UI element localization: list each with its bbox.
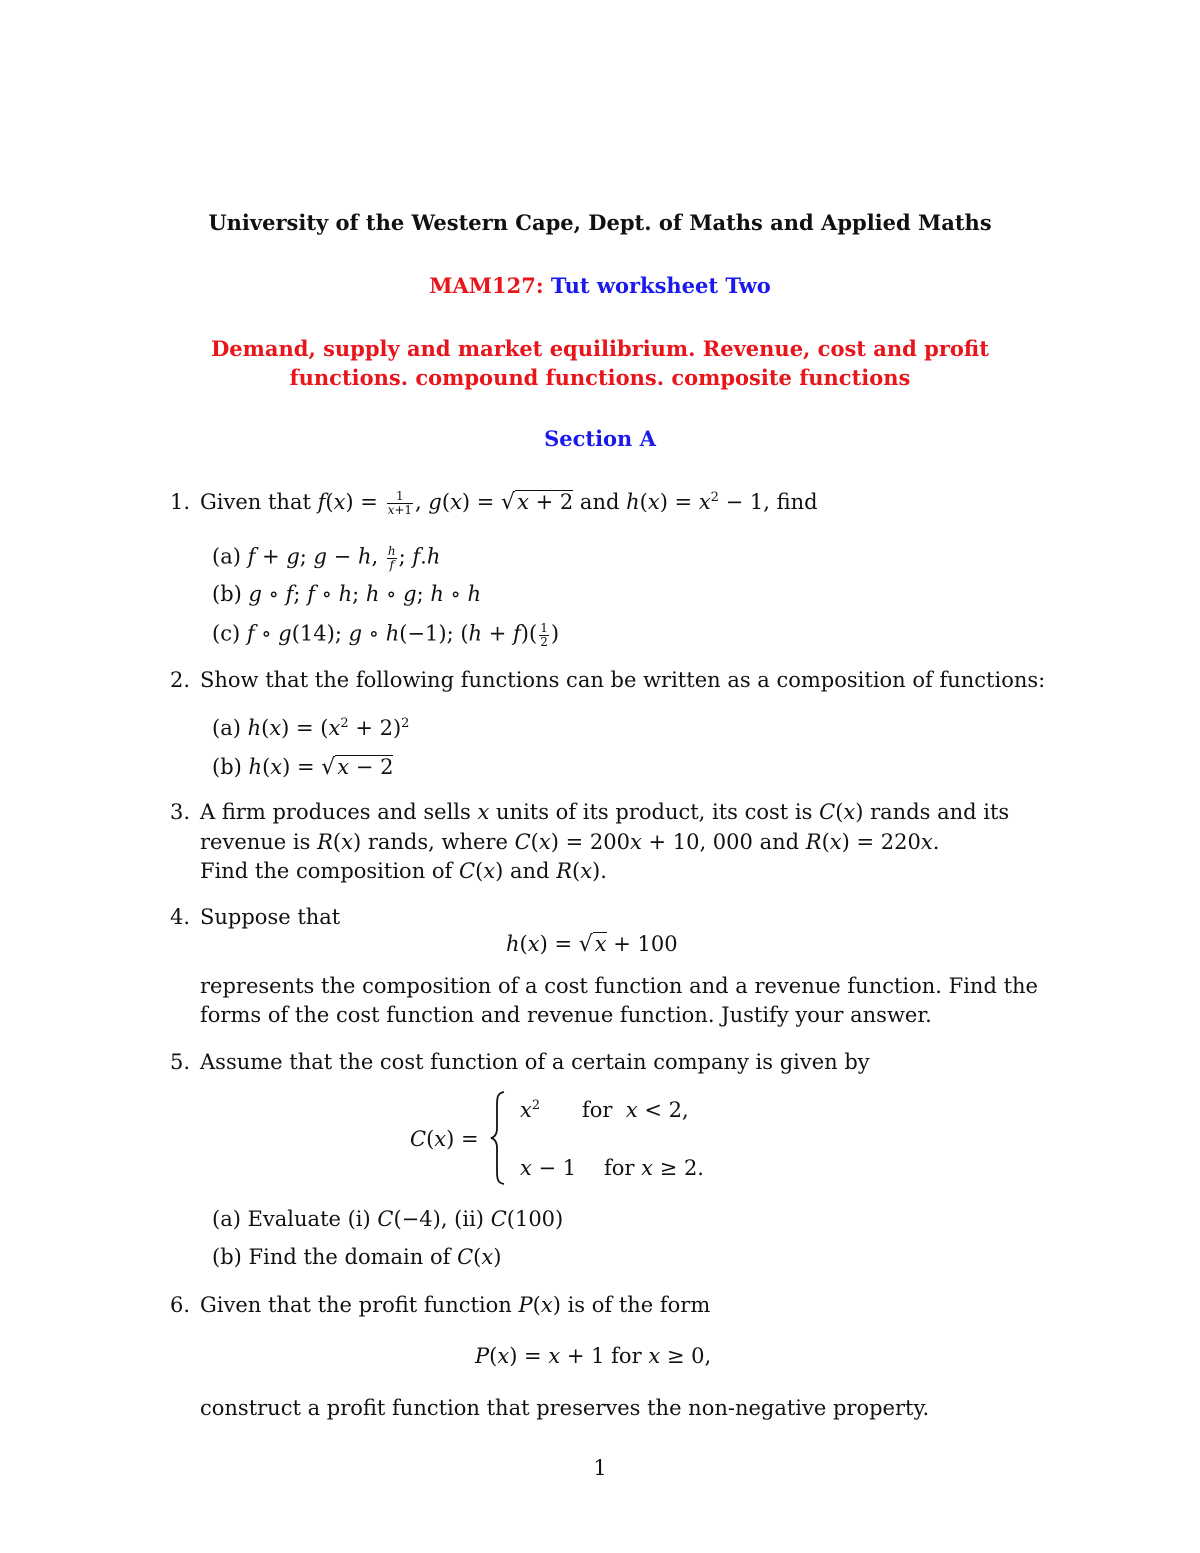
q3-l3b: and [510,859,550,883]
q5-b-label: (b) [212,1245,242,1269]
q1-part-c: (c) f ∘ g(14); g ∘ h(−1); (h + f)( $\frac{1}{2}$ ) [212,621,560,649]
section-heading: Section A [544,426,656,451]
topic-line-1: Demand, supply and market equilibrium. Revenue, cost and profit [211,336,989,361]
q1-part-b: (b) g ∘ f; f ∘ h; h ∘ g; h ∘ h [212,582,482,606]
q5-a-label: (a) [212,1207,241,1231]
q4-line-1: represents the composition of a cost function and a revenue function. Find the [200,974,1038,998]
q5-case-2: x − 1 for x ≥ 2. [520,1156,704,1180]
course-code: MAM127: [429,273,544,298]
q3-l3a: Find the composition of [200,859,453,883]
q1-part-a: (a) f + g; g − h, $\frac{h}{f}$ ; f.h [212,544,441,572]
q5-part-a: (a) Evaluate (i) C(−4), (ii) C(100) [212,1207,564,1231]
q5-case-1: $x^2$ for x < 2, [520,1098,689,1122]
q5-a-text: Evaluate (i) [247,1207,371,1231]
q2-part-a: (a) $h(x) = (x^2 + 2)^2$ [212,716,410,740]
q5-case1-for: for [582,1098,613,1122]
q1-and: and [579,490,620,514]
q1-number: 1. [170,490,191,514]
left-brace-icon [488,1090,508,1186]
q5-lhs: C(x) = [410,1127,479,1151]
q6-line-end: construct a profit function that preserves the non-negative property. [200,1396,930,1420]
q1-given: Given that [200,490,311,514]
q4-equation: h(x) = √x + 100 [506,932,678,957]
q6-intro-a: Given that the profit function [200,1293,512,1317]
q3-line-2: revenue is R(x) rands, where C(x) = 200x + 10, 000 and R(x) = 220x. [200,830,940,854]
q3-number: 3. [170,800,191,824]
q6-intro-b: is of the form [567,1293,711,1317]
q1-a-label: (a) [212,544,241,569]
q3-l2a: revenue is [200,830,311,854]
q3-l1b: units of its product, its cost is [496,800,813,824]
q3-l2c: and [759,830,800,854]
q4-intro: Suppose that [200,905,341,929]
q5-number: 5. [170,1050,191,1074]
q6-eq-for: for [611,1344,642,1368]
q5-intro: Assume that the cost function of a certain company is given by [200,1050,870,1074]
q5-part-b: (b) Find the domain of C(x) [212,1245,502,1269]
page-number: 1 [593,1456,607,1480]
q4-number: 4. [170,905,191,929]
worksheet-title [0,275,1200,296]
q2-b-label: (b) [212,755,242,779]
topic-line-2: functions. compound functions. composite functions [289,365,911,390]
q1-fraction: $\frac{1}{x+1}$ [387,489,413,517]
q1-c-label: (c) [212,621,241,646]
q3-line-3: Find the composition of C(x) and R(x). [200,859,607,883]
q5-case2-for: for [604,1156,635,1180]
q2-text: Show that the following functions can be written as a composition of functions: [200,668,1046,692]
q6-intro: Given that the profit function P(x) is of the form [200,1293,711,1317]
q2-part-b: (b) h(x) = √x − 2 [212,755,394,780]
q3-line-1: A firm produces and sells x units of its product, its cost is C(x) rands and its [200,800,1010,824]
q3-l2b: rands, where [367,830,508,854]
q2-number: 2. [170,668,191,692]
q1-text: Given that f(x) = $\frac{1}{x+1}$ , g(x) = √x + 2 and $h(x) = x^2 - 1$, find [200,489,818,517]
q1-find: find [776,490,818,514]
q6-number: 6. [170,1293,191,1317]
worksheet-name: Tut worksheet Two [550,273,771,298]
q5-b-text: Find the domain of [248,1245,451,1269]
q3-l1a: A firm produces and sells [200,800,471,824]
q3-l1c: rands and its [870,800,1010,824]
q6-equation: P(x) = x + 1 for x ≥ 0, [475,1344,712,1368]
q5-a-mid: , (ii) [440,1207,484,1231]
q4-line-2: forms of the cost function and revenue function. Justify your answer. [200,1003,932,1027]
q1-b-label: (b) [212,582,242,606]
institution-heading: University of the Western Cape, Dept. of Maths and Applied Maths [208,210,992,235]
q2-a-label: (a) [212,716,241,740]
